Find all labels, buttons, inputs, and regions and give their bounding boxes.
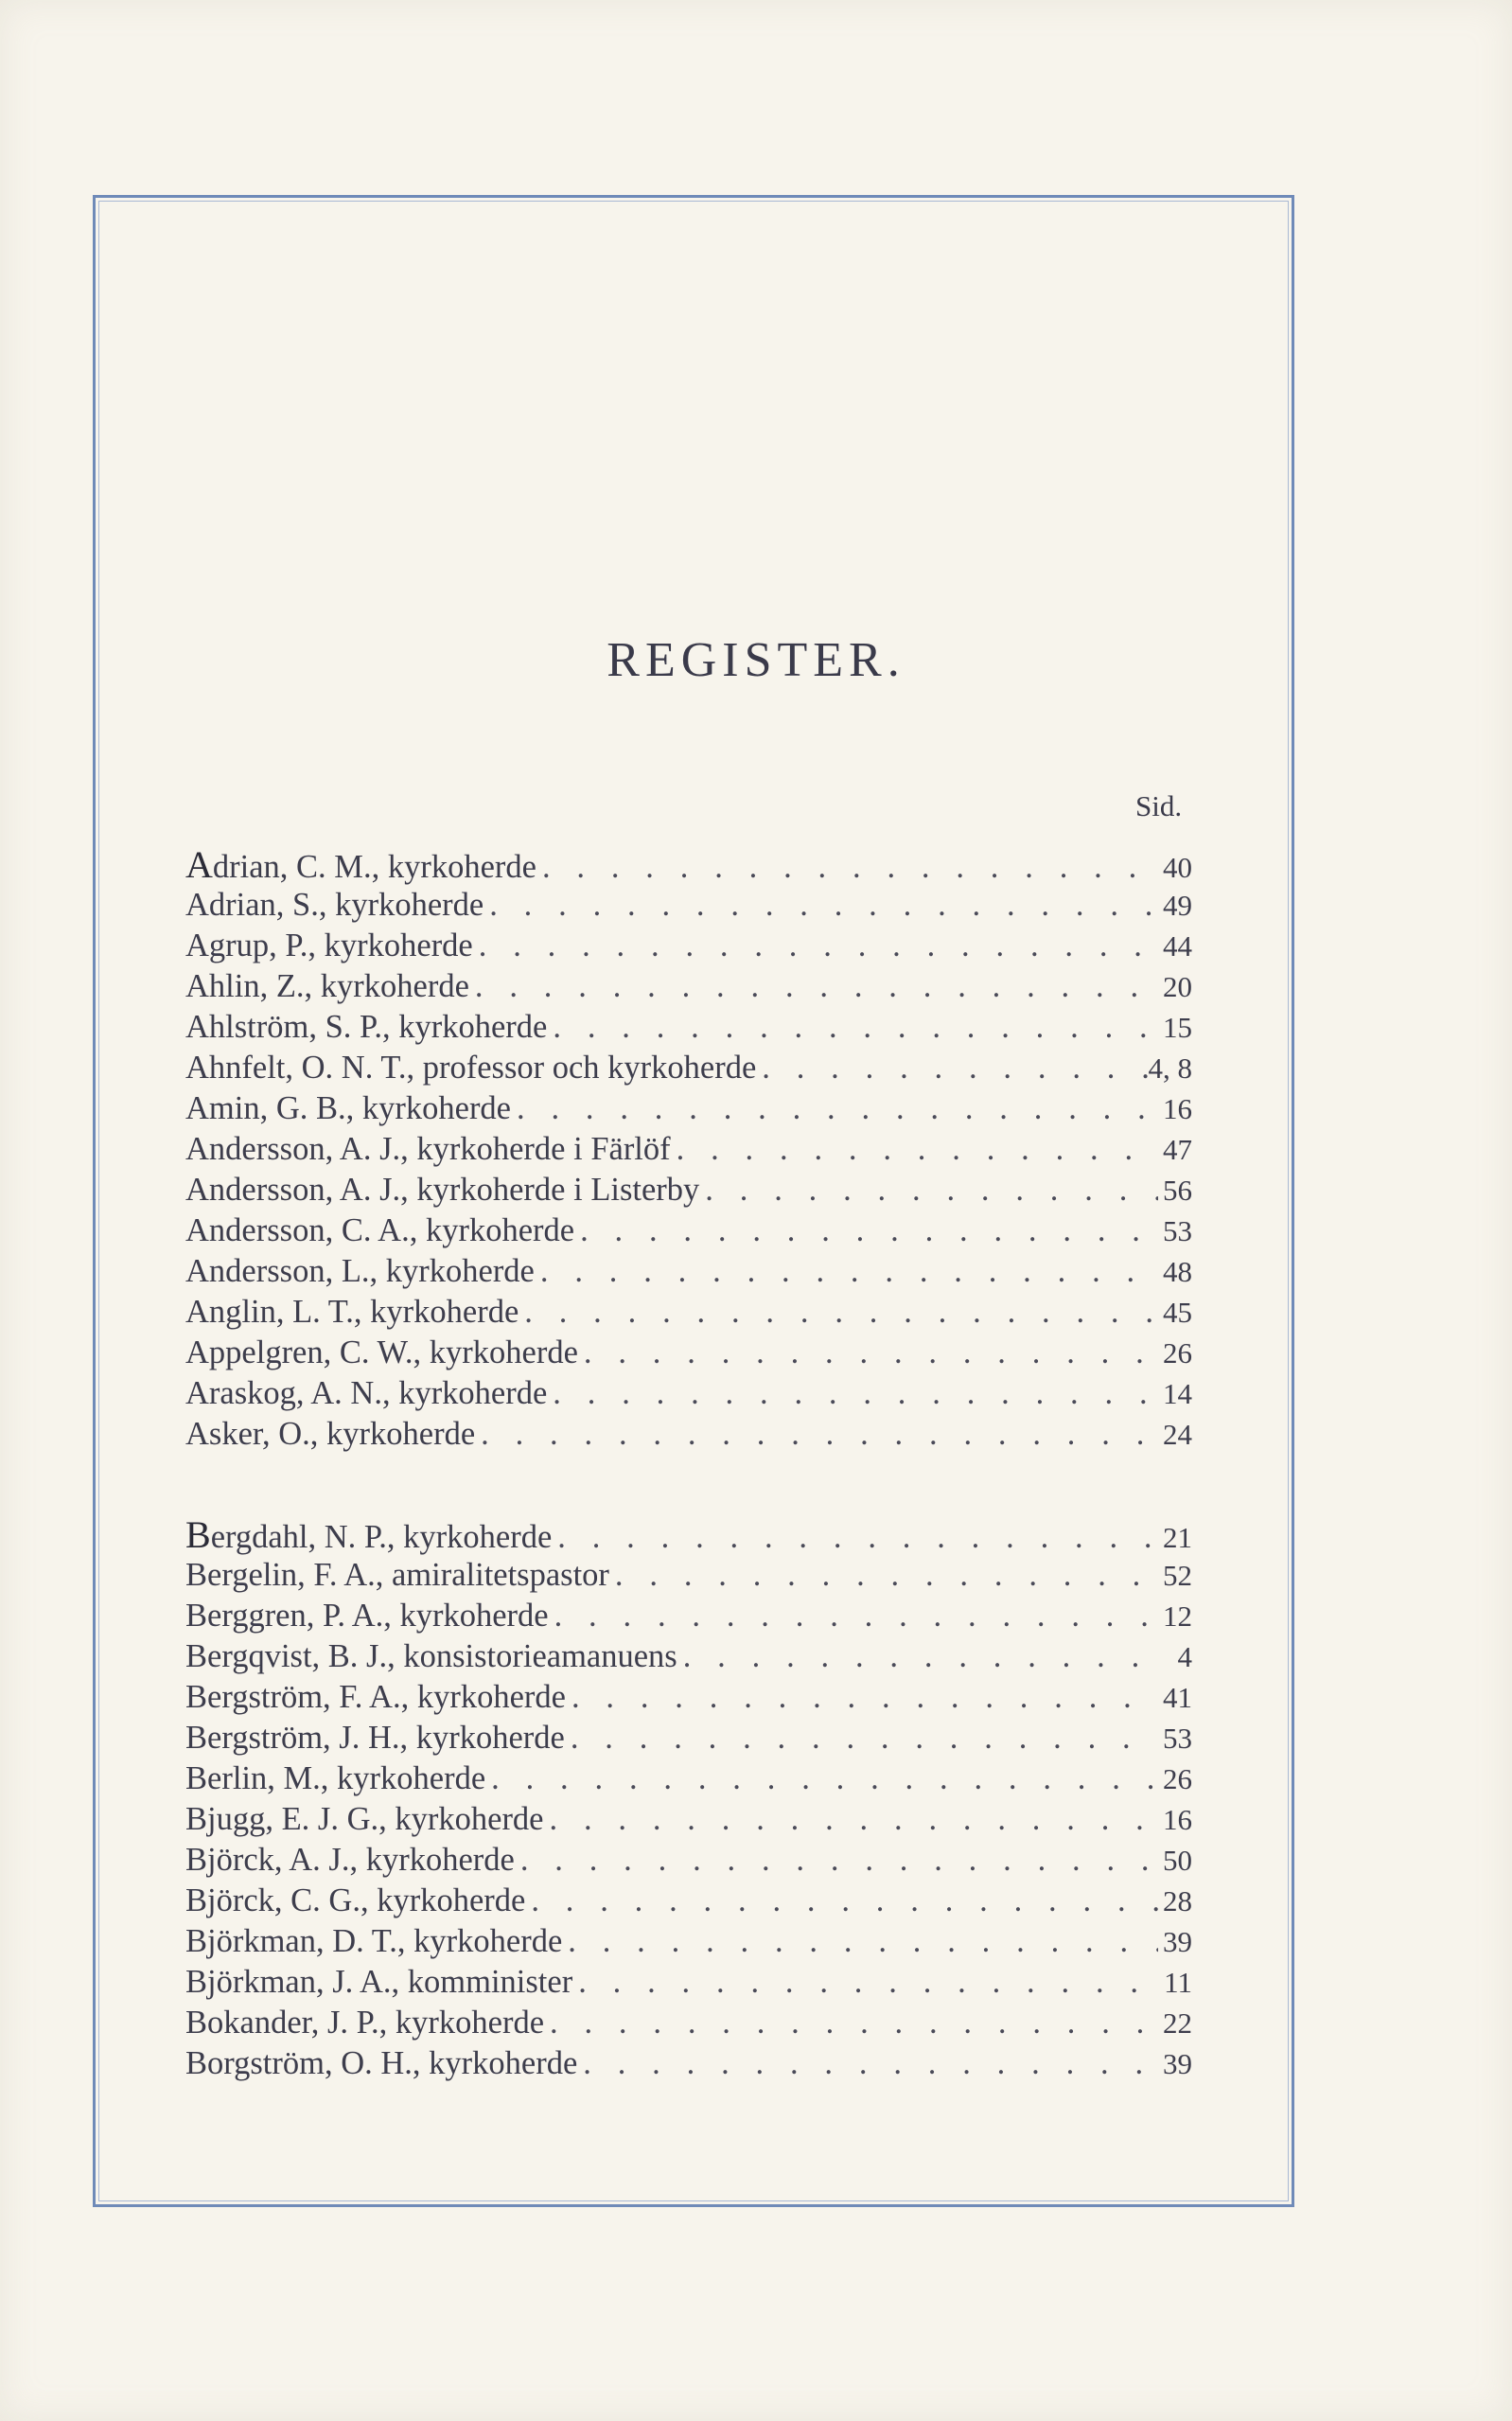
register-entry [185, 1758, 1192, 1799]
entry-name-text: Araskog, A. N., kyrkoherde [185, 1375, 548, 1411]
entry-page-number: 45 [1163, 1296, 1192, 1329]
entry-name-text: Ahlin, Z., kyrkoherde [185, 968, 469, 1004]
entry-page-number: 28 [1163, 1884, 1192, 1917]
entry-page-number: 16 [1163, 1092, 1192, 1125]
dot-leader [565, 1718, 1158, 1758]
dot-leader [519, 1292, 1158, 1333]
entry-name-text: Anglin, L. T., kyrkoherde [185, 1294, 519, 1330]
entry-page-number: 26 [1163, 1336, 1192, 1370]
dot-leader [485, 1758, 1158, 1799]
entry-name-text: Bergqvist, B. J., konsistorieamanuens [185, 1638, 677, 1674]
entry-page-number: 11 [1164, 1966, 1192, 1999]
entry-name [185, 1799, 544, 1840]
dot-leader [547, 1373, 1158, 1414]
register-entry [185, 1170, 1192, 1210]
register-entry [185, 1333, 1192, 1373]
dot-leader [562, 1921, 1158, 1962]
entry-name-text: Björck, A. J., kyrkoherde [185, 1842, 515, 1878]
entry-name-text: Andersson, A. J., kyrkoherde i Listerby [185, 1172, 700, 1208]
page-title: REGISTER. [607, 633, 905, 687]
dot-leader [677, 1636, 1158, 1677]
entry-name-text: Asker, O., kyrkoherde [185, 1416, 476, 1452]
entry-name-text: Agrup, P., kyrkoherde [185, 928, 473, 963]
entry-name-text: Ahnfelt, O. N. T., professor och kyrkoherde [185, 1050, 757, 1086]
entry-name [185, 1758, 485, 1799]
register-entry [185, 1251, 1192, 1292]
entry-name [185, 1514, 552, 1558]
dot-leader [699, 1170, 1158, 1210]
dot-leader [483, 885, 1158, 926]
dot-leader [535, 1251, 1158, 1292]
register-section-a [185, 844, 1192, 1455]
dot-leader [572, 1962, 1158, 2003]
entry-name [185, 844, 536, 888]
entry-name [185, 1596, 549, 1636]
dot-leader [578, 1333, 1158, 1373]
register-entry [185, 1840, 1192, 1881]
dot-leader [756, 1048, 1148, 1088]
entry-name-text: Björck, C. G., kyrkoherde [185, 1882, 526, 1918]
entry-name-text: Ahlström, S. P., kyrkoherde [185, 1009, 548, 1045]
dot-leader [566, 1677, 1158, 1718]
entry-page-number: 21 [1163, 1521, 1192, 1554]
entry-page-number: 20 [1163, 970, 1192, 1003]
register-entry [185, 1636, 1192, 1677]
dot-leader [552, 1517, 1158, 1558]
entry-name [185, 1921, 562, 1962]
register-entry [185, 1292, 1192, 1333]
entry-page-number: 22 [1163, 2006, 1192, 2040]
entry-name [185, 1718, 565, 1758]
entry-name [185, 2003, 544, 2043]
entry-name [185, 1088, 511, 1129]
dot-leader [544, 2003, 1158, 2043]
entry-initial-letter: B [185, 1513, 211, 1556]
entry-name [185, 1170, 699, 1210]
entry-page-number: 24 [1163, 1418, 1192, 1451]
entry-page-number: 50 [1163, 1844, 1192, 1877]
register-entry [185, 1210, 1192, 1251]
page-column-header: Sid. [1135, 789, 1183, 822]
entry-page-number: 48 [1163, 1255, 1192, 1288]
entry-name [185, 885, 483, 926]
entry-page-number: 41 [1163, 1681, 1192, 1714]
register-section-b [185, 1514, 1192, 2084]
dot-leader [475, 1414, 1158, 1455]
entry-name-text: Berggren, P. A., kyrkoherde [185, 1598, 549, 1634]
register-entry [185, 1799, 1192, 1840]
entry-name [185, 1048, 756, 1088]
entry-page-number: 15 [1163, 1011, 1192, 1044]
dot-leader [577, 2043, 1158, 2084]
entry-page-number: 49 [1163, 889, 1192, 922]
entry-page-number: 12 [1163, 1599, 1192, 1633]
register-entry [185, 1414, 1192, 1455]
register-entry [185, 1921, 1192, 1962]
entry-name [185, 966, 469, 1007]
entry-name-text: Bergström, J. H., kyrkoherde [185, 1720, 565, 1756]
register-entry [185, 885, 1192, 926]
entry-name-text: Bergelin, F. A., amiralitetspastor [185, 1557, 609, 1593]
entry-page-number: 4 [1177, 1640, 1192, 1673]
register-entry [185, 1962, 1192, 2003]
entry-name-text: Andersson, L., kyrkoherde [185, 1253, 535, 1289]
entry-name-text: Andersson, C. A., kyrkoherde [185, 1212, 575, 1248]
dot-leader [671, 1129, 1158, 1170]
dot-leader [536, 847, 1158, 888]
entry-name [185, 1881, 525, 1921]
register-entry [185, 1007, 1192, 1048]
entry-name-text: ergdahl, N. P., kyrkoherde [210, 1519, 553, 1555]
entry-name-text: drian, C. M., kyrkoherde [212, 849, 536, 885]
dot-leader [469, 966, 1158, 1007]
register-entry [185, 1677, 1192, 1718]
entry-page-number: 53 [1163, 1214, 1192, 1247]
dot-leader [525, 1881, 1158, 1921]
entry-initial-letter: A [185, 843, 213, 886]
entry-page-number: 26 [1163, 1762, 1192, 1795]
register-entry [185, 1596, 1192, 1636]
entry-page-number: 56 [1163, 1174, 1192, 1207]
entry-page-number: 4, 8 [1148, 1051, 1192, 1085]
register-entry [185, 1555, 1192, 1596]
entry-name [185, 1210, 574, 1251]
entry-page-number: 16 [1163, 1803, 1192, 1836]
entry-name [185, 1414, 475, 1455]
register-entry [185, 1514, 1192, 1555]
entry-name-text: Andersson, A. J., kyrkoherde i Färlöf [185, 1131, 671, 1167]
entry-page-number: 14 [1163, 1377, 1192, 1410]
dot-leader [609, 1555, 1158, 1596]
entry-name [185, 1251, 535, 1292]
register-entry [185, 844, 1192, 885]
dot-leader [574, 1210, 1158, 1251]
register-entry [185, 2043, 1192, 2084]
register-entry [185, 1129, 1192, 1170]
entry-name [185, 1555, 609, 1596]
dot-leader [515, 1840, 1158, 1881]
entry-name [185, 1962, 572, 2003]
register-entry [185, 1881, 1192, 1921]
entry-name-text: Bergström, F. A., kyrkoherde [185, 1679, 566, 1715]
entry-name [185, 2043, 577, 2084]
entry-name-text: Bokander, J. P., kyrkoherde [185, 2005, 545, 2041]
entry-name-text: Appelgren, C. W., kyrkoherde [185, 1334, 578, 1370]
dot-leader [544, 1799, 1159, 1840]
entry-name-text: Björkman, D. T., kyrkoherde [185, 1923, 563, 1959]
entry-name [185, 1129, 671, 1170]
dot-leader [511, 1088, 1158, 1129]
entry-name-text: Amin, G. B., kyrkoherde [185, 1090, 511, 1126]
entry-page-number: 52 [1163, 1559, 1192, 1592]
entry-page-number: 44 [1163, 929, 1192, 963]
entry-page-number: 40 [1163, 851, 1192, 884]
entry-name-text: Björkman, J. A., komminister [185, 1964, 573, 2000]
entry-page-number: 47 [1163, 1133, 1192, 1166]
entry-name [185, 1333, 578, 1373]
dot-leader [547, 1007, 1158, 1048]
entry-name [185, 1840, 515, 1881]
entry-name-text: Berlin, M., kyrkoherde [185, 1760, 486, 1796]
entry-name-text: Bjugg, E. J. G., kyrkoherde [185, 1801, 544, 1837]
entry-name [185, 1292, 519, 1333]
dot-leader [473, 926, 1158, 966]
entry-name [185, 1677, 566, 1718]
entry-name [185, 1373, 547, 1414]
register-entry [185, 1718, 1192, 1758]
register-entry [185, 2003, 1192, 2043]
entry-name [185, 1636, 677, 1677]
entry-name [185, 926, 473, 966]
register-entry [185, 966, 1192, 1007]
register-entry [185, 926, 1192, 966]
entry-page-number: 53 [1163, 1722, 1192, 1755]
entry-page-number: 39 [1163, 1925, 1192, 1958]
register-entry [185, 1088, 1192, 1129]
register-entry [185, 1048, 1192, 1088]
entry-name-text: Adrian, S., kyrkoherde [185, 887, 484, 923]
entry-page-number: 39 [1163, 2047, 1192, 2080]
entry-name [185, 1007, 547, 1048]
register-entry [185, 1373, 1192, 1414]
dot-leader [549, 1596, 1158, 1636]
entry-name-text: Borgström, O. H., kyrkoherde [185, 2045, 578, 2081]
